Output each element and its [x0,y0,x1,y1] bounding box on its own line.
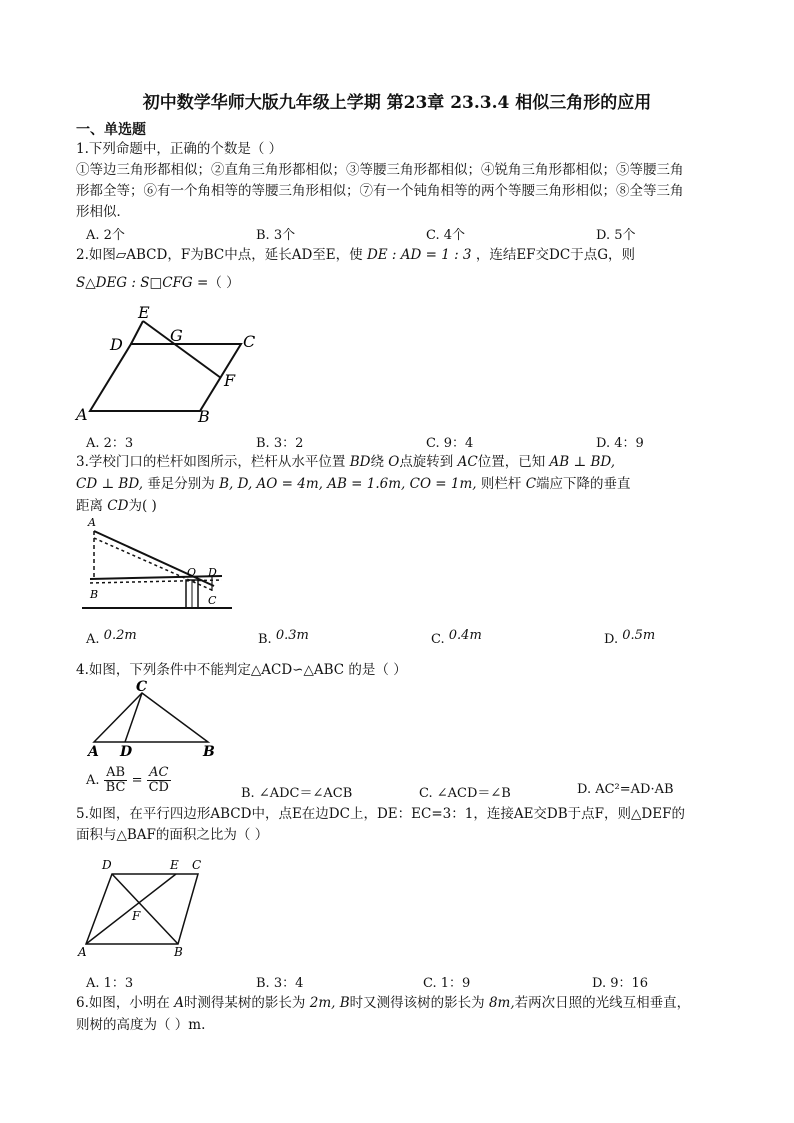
q3-label-a: A [88,516,96,529]
q5-label-e: E [170,858,179,872]
q2-text-c: =（ ） [197,275,240,291]
q3-perp-cd-math: CD ⊥ BD, [76,476,143,492]
q2-label-c: C [243,332,256,351]
q2-text-line1 [76,245,635,266]
q6-text-a: 6.如图，小明在 [76,995,170,1011]
q2-label-e: E [138,303,150,322]
q3-option-d-value: 0.5m [622,628,656,643]
q2-option-d[interactable]: D. 4：9 [596,436,644,451]
q4-option-b[interactable]: B. ∠ADC＝∠ACB [241,786,353,801]
q1-option-c[interactable]: C. 4个 [426,228,466,243]
q3-text-g: 端应下降的垂直 [536,476,631,492]
q3-label-c: C [208,594,217,607]
q3-cd-math: CD [107,498,129,514]
q2-label-a: A [76,405,88,424]
q1-text-line2: 形都全等；⑥有一个角相等的等腰三角形相似；⑦有一个钝角相等的两个等腰三角形相似；⑧全等三角 [76,183,684,199]
q2-text-line2 [76,273,240,294]
q3-label-d: D [208,566,217,579]
q3-option-c-prefix: C. [431,632,445,647]
q3-text-line1 [76,452,615,473]
q5-parallelogram-diagram [76,852,211,962]
q6-text-d: 若两次日照的光线互相垂直， [514,995,691,1011]
q2-parallelogram-diagram [76,300,266,425]
q4-frac2-numerator: AC [147,766,171,781]
q4-stem: 4.如图，下列条件中不能判定△ACD∽△ABC 的是（ ） [76,662,407,678]
q3-text-c: 点旋转到 [399,454,454,470]
q6-text-line2: 则树的高度为（ ）m. [76,1017,206,1033]
q3-option-c-value: 0.4m [448,628,482,643]
q6-time-b: B [339,995,350,1011]
q2-label-d: D [110,335,123,354]
q4-triangle-abc [94,693,208,742]
q1-option-b[interactable]: B. 3个 [256,228,296,243]
q5-label-f: F [132,909,141,923]
q3-values-math: B, D, AO = 4m, AB = 1.6m, CO = 1m, [219,476,477,492]
q1-option-a[interactable]: A. 2个 [86,228,125,243]
q2-segment-de [131,321,143,344]
q4-option-a-prefix: A. [86,773,100,788]
q6-shadow-1: 2m, [309,995,336,1011]
q1-text-line3: 形相似． [76,204,130,220]
q5-option-b[interactable]: B. 3：4 [256,976,304,991]
q4-equals: = [131,773,143,788]
q4-segment-cd [125,693,142,742]
q2-label-b: B [198,407,210,426]
q3-option-d-prefix: D. [604,632,619,647]
q4-label-d: D [120,744,133,760]
q2-option-c[interactable]: C. 9：4 [426,436,474,451]
q5-label-d: D [102,858,112,872]
q3-o-math: O [388,454,400,470]
q5-parallelogram-abcd [86,874,198,944]
q2-text-b: ，连结EF交DC于点G，则 [475,247,635,263]
q2-option-a[interactable]: A. 2：3 [86,436,134,451]
q3-label-b: B [90,588,99,601]
q3-option-b[interactable] [258,628,309,647]
q6-text-line1 [76,993,690,1014]
q3-bd-math: BD [349,454,371,470]
q3-text-a: 3.学校门口的栏杆如图所示，栏杆从水平位置 [76,454,346,470]
q3-option-d[interactable] [604,628,656,647]
q3-option-c[interactable] [431,628,482,647]
q3-perp-ab-math: AB ⊥ BD, [549,454,616,470]
q5-label-a: A [78,945,87,959]
q5-diagonal-db [112,874,178,944]
q5-option-d[interactable]: D. 9：16 [592,976,649,991]
q2-option-b[interactable]: B. 3：2 [256,436,304,451]
q3-text-h: 距离 [76,498,103,514]
q3-option-b-prefix: B. [258,632,272,647]
q2-area-ratio-math: S△DEG : S□CFG [76,275,193,291]
q6-text-c: 时又测得该树的影长为 [349,995,485,1011]
q3-option-b-value: 0.3m [275,628,309,643]
q5-option-c[interactable]: C. 1：9 [423,976,471,991]
q3-text-line2 [76,474,631,495]
section-heading: 一、单选题 [76,122,146,138]
q1-stem: 1.下列命题中，正确的个数是（ ） [76,141,283,157]
page-title: 初中数学华师大版九年级上学期 第23章 23.3.4 相似三角形的应用 [142,93,652,113]
q4-frac1-denominator: BC [105,780,126,795]
q5-text-line2: 面积与△BAF的面积之比为（ ） [76,827,269,843]
q3-bar-ac-lower [94,538,214,591]
q4-fraction-ab-bc [104,766,128,795]
q5-option-a[interactable]: A. 1：3 [86,976,134,991]
q3-label-o: O [187,566,197,579]
q3-option-a-prefix: A. [86,632,100,647]
q4-option-d[interactable]: D. AC²=AD·AB [577,782,674,797]
q3-text-f: 则栏杆 [480,476,522,492]
q4-fraction-ac-cd [147,766,171,795]
q3-gate-diagram [82,516,232,611]
q5-text-line1: 5.如图，在平行四边形ABCD中，点E在边DC上，DE：EC=3：1，连接AE交DB于点F，则△DEF的 [76,806,685,822]
q4-option-c[interactable]: C. ∠ACD＝∠B [419,786,511,801]
q3-ac-math: AC [457,454,478,470]
q6-shadow-2: 8m, [488,995,515,1011]
q4-label-b: B [203,744,215,760]
q6-time-a: A [174,995,184,1011]
q2-label-g: G [170,326,183,345]
q3-option-a-value: 0.2m [103,628,137,643]
q2-parallelogram-abcd [90,344,241,411]
q4-frac1-numerator: AB [104,766,128,781]
q4-frac2-denominator: CD [148,780,169,795]
q5-label-c: C [192,858,202,872]
q3-bar-bd-upper [90,576,222,579]
q2-text-a: 2.如图▱ABCD，F为BC中点，延长AD至E，使 [76,247,363,263]
q2-ratio-math: DE : AD = 1 : 3 [366,247,472,263]
q4-triangle-diagram [86,680,221,758]
q3-c-math: C [525,476,537,492]
q2-label-f: F [224,371,236,390]
q3-text-e: 垂足分别为 [147,476,215,492]
q3-text-b: 绕 [370,454,384,470]
q1-option-d[interactable]: D. 5个 [596,228,636,243]
q1-text-line1: ①等边三角形都相似；②直角三角形都相似；③等腰三角形都相似；④锐角三角形都相似；⑤等腰三角 [76,162,684,178]
q5-label-b: B [174,945,183,959]
q4-label-a: A [88,744,99,760]
q3-text-line3 [76,496,157,517]
q3-option-a[interactable] [86,628,137,647]
q3-text-d: 位置，已知 [477,454,546,470]
q3-text-i: 为( ) [128,498,157,514]
q4-label-c: C [136,679,148,695]
q4-option-a[interactable] [86,766,171,795]
q6-text-b: 时测得某树的影长为 [183,995,306,1011]
